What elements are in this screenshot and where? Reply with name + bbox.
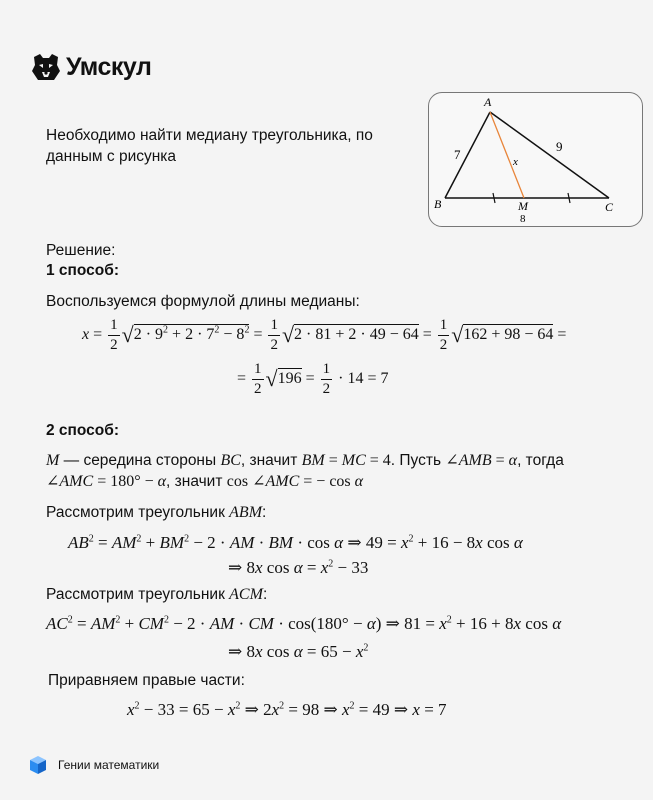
label-m: M [518, 199, 528, 213]
footer [28, 755, 159, 775]
method2-line-1: M — середина стороны BC, значит BM = MC = 4. Пусть ∠AMB = α, тогда [46, 452, 564, 469]
label-x: x [513, 156, 518, 168]
label-bc: 8 [520, 213, 526, 225]
label-a: A [484, 95, 492, 109]
cosine-law-abm-2: ⇒ 8x $\cos \alpha = x^2 - 33$ [228, 558, 369, 577]
equate-text: Приравняем правые части: [48, 672, 245, 689]
label-ab: 7 [454, 147, 461, 162]
consider-abm: Рассмотрим треугольник ABM: [46, 504, 267, 521]
bear-logo-icon [30, 51, 62, 83]
task-text [46, 125, 373, 167]
median-formula-line-1: x = $\frac{1}{2}$ $√2 \cdot 9^2 + 2 \cdot 7^2 - 8^2$ = $\frac{1}{2}$ √2 · 81 + 2 · 49 − 64 = $\frac{1}{2}$ √162 + 98 − 64 = [82, 317, 567, 353]
final-equation: $x^2 - 33 = 65 - x^2$ ⇒ $2x^2 = 98$ ⇒ $x^2 = 49$ ⇒ x = 7 [127, 700, 447, 719]
method2-line-2: ∠AMC = 180° − α, значит cos ∠AMC = − cos α [46, 473, 364, 490]
method2-title: 2 способ: [46, 422, 119, 439]
side-ab [445, 112, 490, 198]
cosine-law-acm-2: ⇒ 8x $\cos \alpha = 65 - x^2$ [228, 642, 369, 661]
cosine-law-acm-1: $AC^2 = AM^2 + CM^2 - 2$ · AM · CM · cos(180° − α) ⇒ $81 = x^2 + 16 + 8x$ cos α [46, 614, 562, 633]
brand-name: Умскул [66, 52, 152, 81]
method1-title: 1 способ: [46, 262, 119, 279]
label-ac: 9 [556, 139, 563, 154]
task-line-1: Необходимо найти медиану треугольника, по [46, 127, 373, 144]
task-line-2: данным с рисунка [46, 148, 177, 165]
side-ac [490, 112, 609, 198]
consider-acm: Рассмотрим треугольник ACM: [46, 586, 268, 603]
method1-text: Воспользуемся формулой длины медианы: [46, 293, 360, 310]
triangle-drawing [429, 93, 642, 226]
solution-heading: Решение: [46, 242, 116, 259]
footer-label: Гении математики [58, 758, 160, 772]
label-c: C [605, 200, 614, 214]
cube-icon [28, 755, 48, 775]
brand-logo [30, 50, 151, 84]
triangle-figure [428, 92, 643, 227]
cosine-law-abm-1: $AB^2 = AM^2 + BM^2 - 2$ · AM · BM · cos α ⇒ $49 = x^2 + 16 - 8x$ cos α [68, 533, 523, 552]
label-b: B [434, 197, 442, 211]
median-formula-line-2: = $\frac{1}{2}$ √196 = $\frac{1}{2}$ · 14 = 7 [237, 361, 389, 397]
